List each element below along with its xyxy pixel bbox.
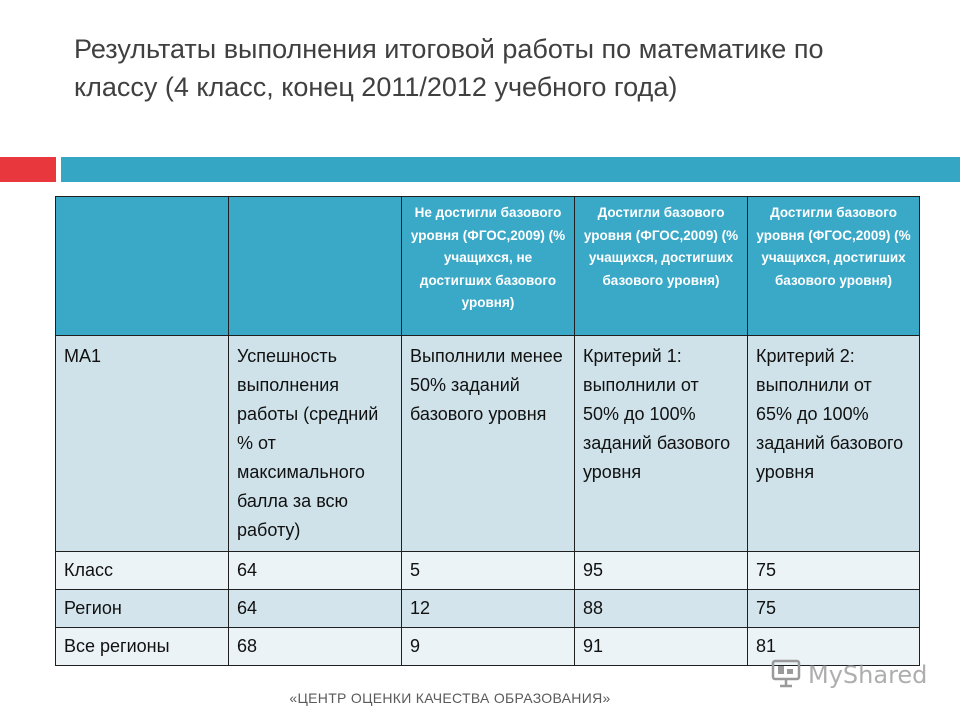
row-label: Все регионы xyxy=(56,628,229,666)
table-cell: 91 xyxy=(575,628,748,666)
header-cell-reached-2: Достигли базового уровня (ФГОС,2009) (% учащихся, достигших базового уровня) xyxy=(748,197,920,336)
table-cell: МА1 xyxy=(56,336,229,552)
table-cell: Выполнили менее 50% заданий базового уровня xyxy=(402,336,575,552)
table-cell: 75 xyxy=(748,552,920,590)
row-label: Класс xyxy=(56,552,229,590)
table-row xyxy=(56,590,920,628)
table-description-row xyxy=(56,336,920,552)
accent-bar-red xyxy=(0,157,56,182)
watermark-text: MyShared xyxy=(808,661,928,689)
header-cell-not-reached: Не достигли базового уровня (ФГОС,2009) (% учащихся, не достигших базового уровня) xyxy=(402,197,575,336)
table-cell: 88 xyxy=(575,590,748,628)
table-row xyxy=(56,552,920,590)
accent-bar-teal xyxy=(61,157,960,182)
header-cell-reached-1: Достигли базового уровня (ФГОС,2009) (% учащихся, достигших базового уровня) xyxy=(575,197,748,336)
slide-title: Результаты выполнения итоговой работы по математике по классу (4 класс, конец 2011/2012 учебного года) xyxy=(74,34,824,102)
presentation-icon xyxy=(770,658,802,693)
table-cell: 64 xyxy=(229,552,402,590)
table-cell: Успешность выполнения работы (средний % от максимального балла за всю работу) xyxy=(229,336,402,552)
header-cell-empty-2 xyxy=(229,197,402,336)
table-cell: 5 xyxy=(402,552,575,590)
table-cell: 64 xyxy=(229,590,402,628)
footer-text: «ЦЕНТР ОЦЕНКИ КАЧЕСТВА ОБРАЗОВАНИЯ» xyxy=(289,690,611,706)
table-cell: 75 xyxy=(748,590,920,628)
header-cell-empty-1 xyxy=(56,197,229,336)
table-header-row xyxy=(56,197,920,336)
row-label: Регион xyxy=(56,590,229,628)
table-cell: 81 xyxy=(748,628,920,666)
table-cell: 9 xyxy=(402,628,575,666)
table-cell: 95 xyxy=(575,552,748,590)
table-cell: Критерий 1: выполнили от 50% до 100% заданий базового уровня xyxy=(575,336,748,552)
table-cell: 12 xyxy=(402,590,575,628)
results-table xyxy=(55,196,920,666)
table-cell: 68 xyxy=(229,628,402,666)
table-cell: Критерий 2: выполнили от 65% до 100% заданий базового уровня xyxy=(748,336,920,552)
watermark xyxy=(770,655,927,695)
